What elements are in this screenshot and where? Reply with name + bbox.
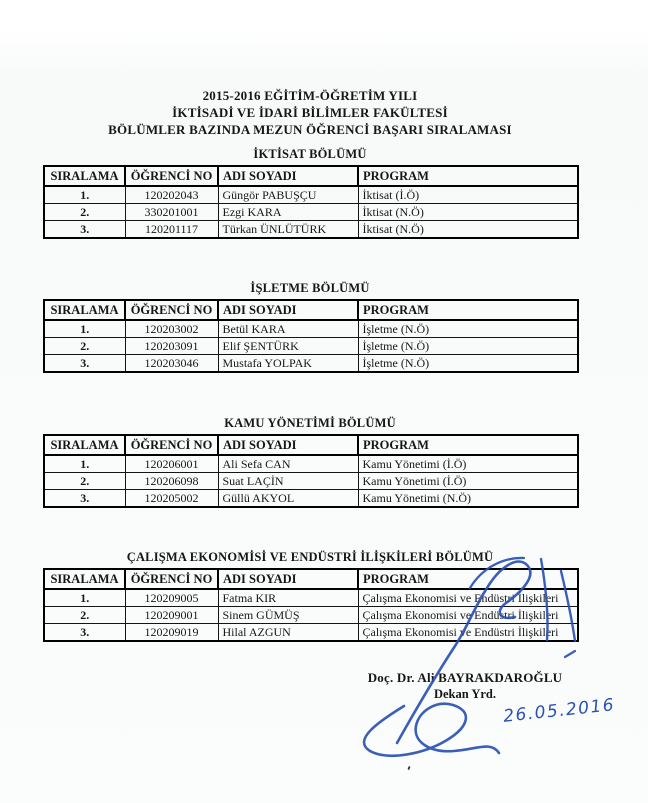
name-cell: Elif ŞENTÜRK [218, 338, 358, 355]
rank-cell: 2. [44, 204, 125, 221]
table-row [44, 204, 578, 221]
column-header: PROGRAM [358, 166, 578, 186]
program-cell: Çalışma Ekonomisi ve Endüstri İlişkileri [358, 589, 578, 607]
table-row [44, 490, 578, 508]
rank-cell: 3. [44, 355, 125, 373]
name-cell: Mustafa YOLPAK [218, 355, 358, 373]
column-header: ÖĞRENCİ NO [125, 569, 218, 589]
column-header: SIRALAMA [44, 569, 125, 589]
column-header: SIRALAMA [44, 435, 125, 455]
name-cell: Türkan ÜNLÜTÜRK [218, 221, 358, 239]
department-section [43, 281, 577, 373]
section-title: İŞLETME BÖLÜMÜ [250, 281, 370, 295]
table-row [44, 473, 578, 490]
department-section [43, 147, 577, 239]
column-header: SIRALAMA [44, 166, 125, 186]
program-cell: Kamu Yönetimi (N.Ö) [358, 490, 578, 508]
signatory-title: Dekan Yrd. [433, 687, 497, 701]
ranking-table [43, 165, 579, 239]
section-title: İKTİSAT BÖLÜMÜ [253, 147, 367, 161]
column-header: SIRALAMA [44, 300, 125, 320]
program-cell: İktisat (N.Ö) [358, 221, 578, 239]
name-cell: Fatma KIR [218, 589, 358, 607]
name-cell: Sinem GÜMÜŞ [218, 607, 358, 624]
program-cell: İşletme (N.Ö) [358, 355, 578, 373]
student-no-cell: 120203002 [125, 320, 218, 338]
student-no-cell: 120203046 [125, 355, 218, 373]
name-cell: Güngör PABUŞÇU [218, 186, 358, 204]
column-header: ÖĞRENCİ NO [125, 166, 218, 186]
rank-cell: 1. [44, 589, 125, 607]
ranking-table [43, 434, 579, 508]
column-header: PROGRAM [358, 569, 578, 589]
title-line-3: BÖLÜMLER BAZINDA MEZUN ÖĞRENCİ BAŞARI SIRALAMASI [108, 122, 512, 137]
table-row [44, 221, 578, 239]
table-row [44, 624, 578, 642]
name-cell: Güllü AKYOL [218, 490, 358, 508]
table-row [44, 186, 578, 204]
ink-speck [407, 766, 410, 770]
program-cell: Kamu Yönetimi (İ.Ö) [358, 455, 578, 473]
name-cell: Suat LAÇİN [218, 473, 358, 490]
handwritten-date: 26.05.2016 [502, 695, 617, 727]
header-row [44, 166, 578, 186]
department-section [43, 550, 577, 642]
table-row [44, 355, 578, 373]
table-row [44, 320, 578, 338]
column-header: ÖĞRENCİ NO [125, 435, 218, 455]
department-section [43, 416, 577, 508]
column-header: PROGRAM [358, 435, 578, 455]
program-cell: İktisat (N.Ö) [358, 204, 578, 221]
column-header: PROGRAM [358, 300, 578, 320]
signature-block [340, 670, 590, 701]
program-cell: Çalışma Ekonomisi ve Endüstri İlişkileri [358, 624, 578, 642]
name-cell: Hilal AZGUN [218, 624, 358, 642]
program-cell: Çalışma Ekonomisi ve Endüstri İlişkileri [358, 607, 578, 624]
column-header: ÖĞRENCİ NO [125, 300, 218, 320]
rank-cell: 1. [44, 320, 125, 338]
column-header: ADI SOYADI [218, 435, 358, 455]
program-cell: İşletme (N.Ö) [358, 320, 578, 338]
student-no-cell: 330201001 [125, 204, 218, 221]
student-no-cell: 120209005 [125, 589, 218, 607]
title-line-2: İKTİSADİ VE İDARİ BİLİMLER FAKÜLTESİ [172, 105, 448, 120]
student-no-cell: 120206098 [125, 473, 218, 490]
name-cell: Betül KARA [218, 320, 358, 338]
table-row [44, 607, 578, 624]
rank-cell: 2. [44, 473, 125, 490]
title-line-1: 2015-2016 EĞİTİM-ÖĞRETİM YILI [202, 88, 418, 103]
rank-cell: 1. [44, 455, 125, 473]
rank-cell: 2. [44, 338, 125, 355]
ranking-table [43, 299, 579, 373]
section-title: KAMU YÖNETİMİ BÖLÜMÜ [224, 416, 396, 430]
column-header: ADI SOYADI [218, 300, 358, 320]
rank-cell: 3. [44, 221, 125, 239]
table-row [44, 455, 578, 473]
header-row [44, 300, 578, 320]
student-no-cell: 120206001 [125, 455, 218, 473]
header-row [44, 435, 578, 455]
document-title [43, 87, 577, 138]
name-cell: Ali Sefa CAN [218, 455, 358, 473]
header-row [44, 569, 578, 589]
column-header: ADI SOYADI [218, 166, 358, 186]
program-cell: İktisat (İ.Ö) [358, 186, 578, 204]
rank-cell: 2. [44, 607, 125, 624]
table-row [44, 589, 578, 607]
student-no-cell: 120205002 [125, 490, 218, 508]
table-row [44, 338, 578, 355]
signatory-name: Doç. Dr. Ali BAYRAKDAROĞLU [367, 670, 563, 685]
rank-cell: 1. [44, 186, 125, 204]
column-header: ADI SOYADI [218, 569, 358, 589]
student-no-cell: 120209001 [125, 607, 218, 624]
student-no-cell: 120209019 [125, 624, 218, 642]
program-cell: İşletme (N.Ö) [358, 338, 578, 355]
rank-cell: 3. [44, 624, 125, 642]
name-cell: Ezgi KARA [218, 204, 358, 221]
ranking-table [43, 568, 579, 642]
student-no-cell: 120201117 [125, 221, 218, 239]
section-title: ÇALIŞMA EKONOMİSİ VE ENDÜSTRİ İLİŞKİLERİ BÖLÜMÜ [126, 550, 494, 564]
student-no-cell: 120203091 [125, 338, 218, 355]
rank-cell: 3. [44, 490, 125, 508]
student-no-cell: 120202043 [125, 186, 218, 204]
program-cell: Kamu Yönetimi (İ.Ö) [358, 473, 578, 490]
